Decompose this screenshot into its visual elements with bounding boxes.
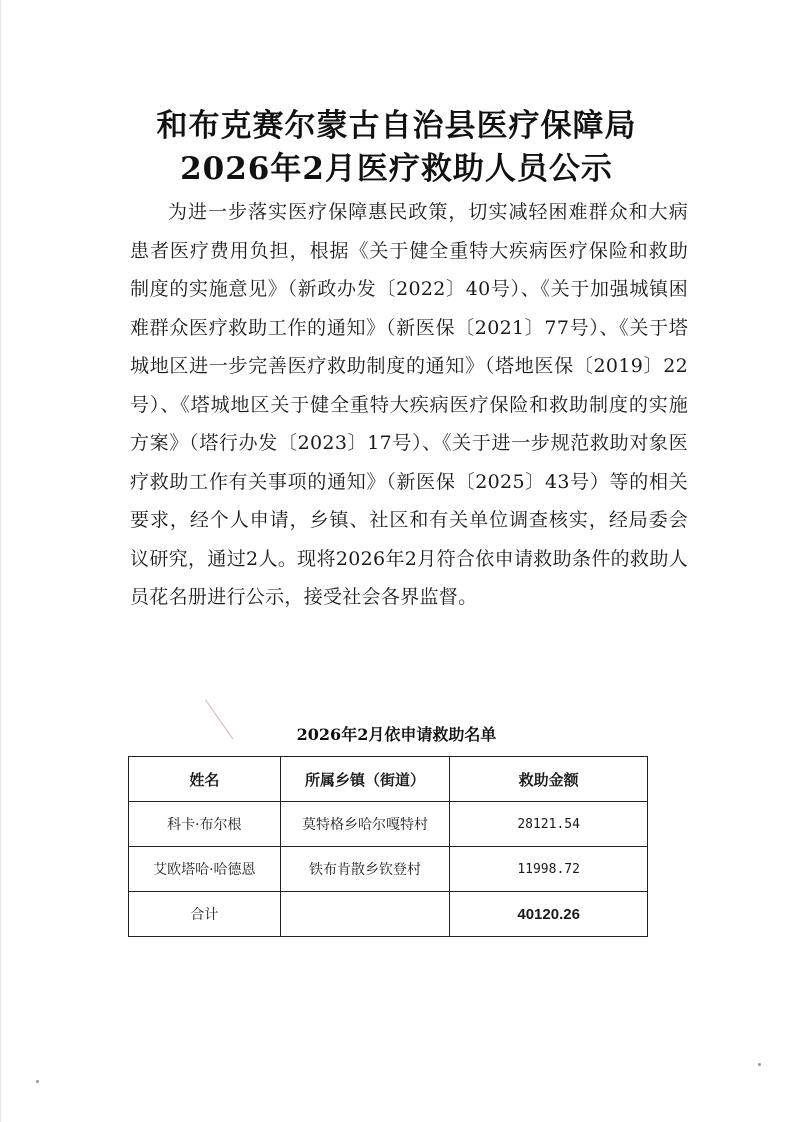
table-header-row <box>129 757 648 802</box>
document-title-line2: 2026年2月医疗救助人员公示 <box>180 151 613 187</box>
total-amount: 40120.26 <box>450 892 648 937</box>
row-town: 莫特格乡哈尔嘎特村 <box>280 802 450 847</box>
total-row <box>129 892 648 937</box>
header-town: 所属乡镇（街道） <box>280 757 450 802</box>
row-amount: 28121.54 <box>450 802 648 847</box>
table-row <box>129 847 648 892</box>
aid-recipient-table <box>128 756 648 937</box>
row-town: 铁布肯散乡钦登村 <box>280 847 450 892</box>
row-name: 科卡·布尔根 <box>129 802 281 847</box>
header-name: 姓名 <box>129 757 281 802</box>
notice-body-paragraph: 为进一步落实医疗保障惠民政策，切实减轻困难群众和大病患者医疗费用负担，根据《关于健全重特大疾病医疗保险和救助制度的实施意见》（新政办发〔2022〕40号）、《关于加强城镇困难群众医疗救助工作的通知》（新医保〔2021〕77号）、《关于塔城地区进一步完善医疗救助制度的通知》（塔地医保〔2019〕22号）、《塔城地区关于健全重特大疾病医疗保险和救助制度的实施方案》（塔行办发〔2023〕17号）、《关于进一步规范救助对象医疗救助工作有关事项的通知》（新医保〔2025〕43号）等的相关要求，经个人申请，乡镇、社区和有关单位调查核实，经局委会议研究，通过2人。现将2026年2月符合依申请救助条件的救助人员花名册进行公示，接受社会各界监督。 <box>130 201 688 608</box>
table-caption: 2026年2月依申请救助名单 <box>296 725 497 744</box>
total-label: 合计 <box>129 892 281 937</box>
table-row <box>129 802 648 847</box>
row-name: 艾欧塔哈·哈德恩 <box>129 847 281 892</box>
header-amount: 救助金额 <box>450 757 648 802</box>
row-amount: 11998.72 <box>450 847 648 892</box>
total-town <box>280 892 450 937</box>
scan-speck <box>758 1063 761 1066</box>
scan-speck <box>36 1080 39 1083</box>
document-title-line1: 和布克赛尔蒙古自治县医疗保障局 <box>156 108 637 144</box>
